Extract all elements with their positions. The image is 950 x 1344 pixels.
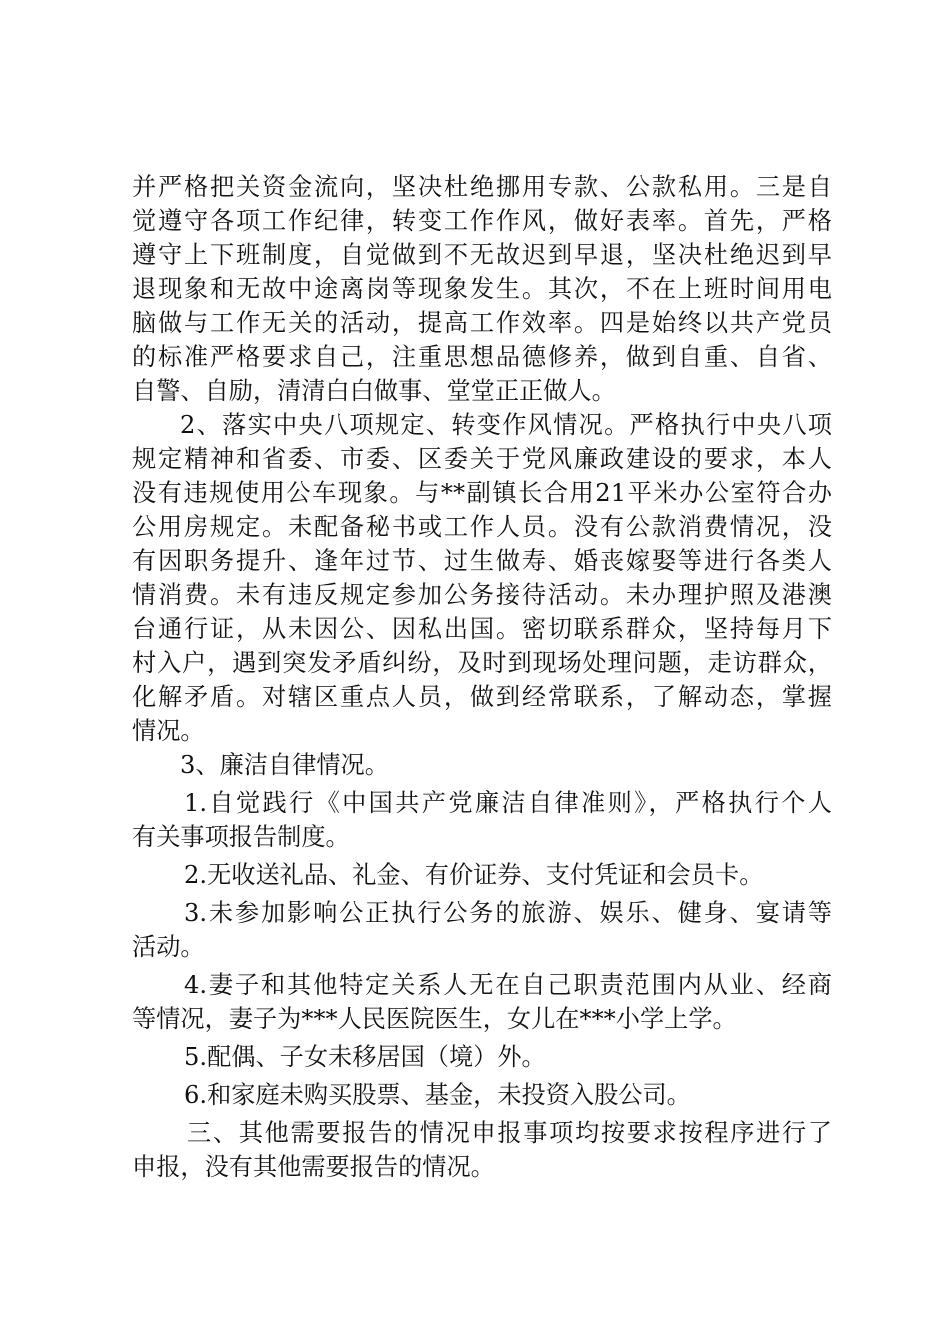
list-item-line: 有关事项报告制度。 xyxy=(132,823,350,851)
list-item-line: 3.未参加影响公正执行公务的旅游、娱乐、健身、宴请等 xyxy=(184,899,832,927)
list-item-line: 2.无收送礼品、礼金、有价证券、支付凭证和会员卡。 xyxy=(184,861,764,889)
body-line: 村入户，遇到突发矛盾纠纷，及时到现场处理问题，走访群众， xyxy=(132,649,832,677)
section-heading-line: 3、廉洁自律情况。 xyxy=(180,751,389,779)
body-line: 的标准严格要求自己，注重思想品德修养，做到自重、自省、 xyxy=(132,343,832,371)
body-line: 退现象和无故中途离岗等现象发生。其次，不在上班时间用电 xyxy=(132,275,832,303)
body-line: 遵守上下班制度，自觉做到不无故迟到早退，坚决杜绝迟到早 xyxy=(132,241,832,269)
body-line: 台通行证，从未因公、因私出国。密切联系群众，坚持每月下 xyxy=(132,615,832,643)
body-line: 脑做与工作无关的活动，提高工作效率。四是始终以共产党员 xyxy=(132,309,832,337)
body-line: 有因职务提升、逢年过节、过生做寿、婚丧嫁娶等进行各类人 xyxy=(132,547,832,575)
list-item-line: 等情况，妻子为***人民医院医生，女儿在***小学上学。 xyxy=(132,1005,737,1033)
section-heading-line: 三、其他需要报告的情况申报事项均按要求按程序进行了 xyxy=(187,1119,832,1147)
list-item-line: 1.自觉践行《中国共产党廉洁自律准则》，严格执行个人 xyxy=(184,789,832,817)
section-heading-line: 2、落实中央八项规定、转变作风情况。严格执行中央八项 xyxy=(180,411,832,439)
list-item-line: 5.配偶、子女未移居国（境）外。 xyxy=(184,1043,546,1071)
body-line: 化解矛盾。对辖区重点人员，做到经常联系，了解动态，掌握 xyxy=(132,683,832,711)
body-line: 公用房规定。未配备秘书或工作人员。没有公款消费情况，没 xyxy=(132,513,832,541)
body-line: 规定精神和省委、市委、区委关于党风廉政建设的要求，本人 xyxy=(132,445,832,473)
list-item-line: 活动。 xyxy=(132,933,205,961)
body-line: 没有违规使用公车现象。与**副镇长合用21平米办公室符合办 xyxy=(132,479,832,507)
list-item-line: 6.和家庭未购买股票、基金，未投资入股公司。 xyxy=(184,1081,691,1109)
body-line: 情况。 xyxy=(132,717,205,745)
body-line: 并严格把关资金流向，坚决杜绝挪用专款、公款私用。三是自 xyxy=(132,173,832,201)
body-line: 申报，没有其他需要报告的情况。 xyxy=(132,1153,495,1181)
body-line: 自警、自励，清清白白做事、堂堂正正做人。 xyxy=(132,377,616,405)
list-item-line: 4.妻子和其他特定关系人无在自己职责范围内从业、经商 xyxy=(184,971,832,999)
body-line: 情消费。未有违反规定参加公务接待活动。未办理护照及港澳 xyxy=(132,581,832,609)
body-line: 觉遵守各项工作纪律，转变工作作风，做好表率。首先，严格 xyxy=(132,207,832,235)
